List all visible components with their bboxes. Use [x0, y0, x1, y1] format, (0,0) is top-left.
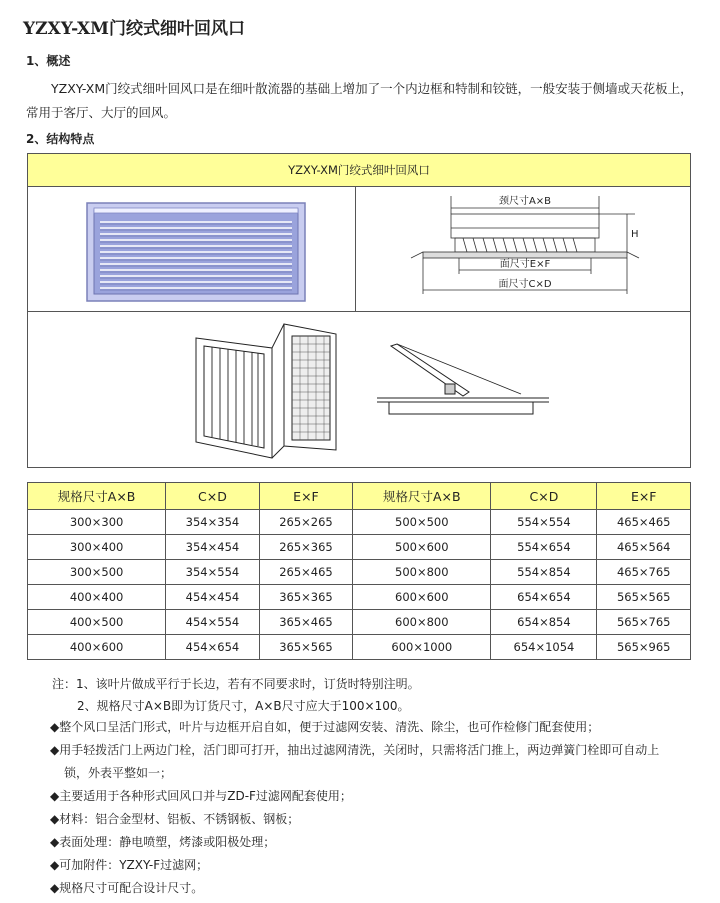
table-cell: 565×565: [597, 585, 691, 610]
table-cell: 500×500: [353, 510, 491, 535]
bullet-item: ◆主要适用于各种形式回风口并与ZD-F过滤网配套使用；: [50, 789, 352, 803]
table-header-cell: C×D: [491, 483, 597, 510]
table-cell: 554×554: [491, 510, 597, 535]
bullet-item: ◆材料：铝合金型材、铝板、不锈钢板、钢板；: [50, 812, 300, 826]
bullet-item: ◆用手轻拨活门上两边门栓，活门即可打开，抽出过滤网清洗，关闭时，只需将活门推上，两边弹簧门栓即可自动上: [50, 743, 660, 757]
bullet-item-continued: 锁，外表平整如一；: [64, 766, 173, 780]
table-cell: 500×600: [353, 535, 491, 560]
table-row: [28, 535, 691, 560]
table-header-cell: 规格尺寸A×B: [353, 483, 491, 510]
table-cell: 400×600: [28, 635, 166, 660]
table-cell: 600×600: [353, 585, 491, 610]
label-neck-size: 颈尺寸A×B: [498, 196, 552, 207]
table-cell: 654×654: [491, 585, 597, 610]
table-row: [28, 585, 691, 610]
table-cell: 354×554: [166, 560, 260, 585]
notes: [52, 673, 420, 717]
table-cell: 454×454: [166, 585, 260, 610]
table-cell: 465×765: [597, 560, 691, 585]
table-cell: 354×354: [166, 510, 260, 535]
table-cell: 265×365: [259, 535, 353, 560]
table-cell: 565×965: [597, 635, 691, 660]
table-header-cell: E×F: [259, 483, 353, 510]
table-cell: 265×465: [259, 560, 353, 585]
label-face-ef: 面尺寸E×F: [499, 259, 551, 270]
table-cell: 554×854: [491, 560, 597, 585]
hinged-door-drawing: [188, 320, 368, 460]
bullet-item: ◆整个风口呈活门形式，叶片与边框开启自如，便于过滤网安装、清洗、除尘，也可作检修门配套使用；: [50, 720, 600, 734]
overview-paragraph: YZXY-XM门绞式细叶回风口是在细叶散流器的基础上增加了一个内边框和特制和铰链，一般安装于侧墙或天花板上，常用于客厅、大厅的回风。: [26, 81, 693, 120]
table-cell: 300×300: [28, 510, 166, 535]
section-diagram: [363, 190, 683, 308]
bullet-item: ◆可加附件：YZXY-F过滤网；: [50, 858, 209, 872]
table-cell: 465×465: [597, 510, 691, 535]
table-cell: 400×400: [28, 585, 166, 610]
table-row: [28, 610, 691, 635]
table-cell: 554×654: [491, 535, 597, 560]
table-row: [28, 635, 691, 660]
figure-divider-horizontal: [28, 311, 690, 312]
table-cell: 354×454: [166, 535, 260, 560]
table-cell: 265×265: [259, 510, 353, 535]
section-heading-structure: 2、结构特点: [26, 132, 95, 146]
figure-divider-vertical: [355, 186, 356, 311]
louver-photo: [86, 202, 306, 302]
table-cell: 365×465: [259, 610, 353, 635]
table-cell: 465×564: [597, 535, 691, 560]
label-face-cd: 面尺寸C×D: [498, 279, 552, 290]
table-cell: 654×1054: [491, 635, 597, 660]
table-cell: 565×765: [597, 610, 691, 635]
bullet-item: ◆表面处理：静电喷塑，烤漆或阳极处理；: [50, 835, 276, 849]
table-header-cell: C×D: [166, 483, 260, 510]
page-title: YZXY-XM门绞式细叶回风口: [23, 19, 245, 39]
table-cell: 600×800: [353, 610, 491, 635]
note-2: 2、规格尺寸A×B即为订货尺寸，A×B尺寸应大于100×100。: [77, 699, 410, 713]
bullet-item: ◆规格尺寸可配合设计尺寸。: [50, 881, 204, 895]
note-1: 1、该叶片做成平行于长边，若有不同要求时，订货时特别注明。: [76, 677, 420, 691]
table-header-cell: E×F: [597, 483, 691, 510]
table-header-row: [28, 483, 691, 510]
table-cell: 300×400: [28, 535, 166, 560]
table-row: [28, 560, 691, 585]
label-height: H: [631, 229, 639, 240]
table-cell: 654×854: [491, 610, 597, 635]
figure-title: YZXY-XM门绞式细叶回风口: [28, 154, 690, 187]
spec-table: [27, 482, 691, 660]
table-cell: 454×654: [166, 635, 260, 660]
opened-door-side-view: [373, 342, 553, 422]
table-cell: 365×565: [259, 635, 353, 660]
table-cell: 400×500: [28, 610, 166, 635]
notes-prefix: 注：: [52, 677, 77, 691]
section-heading-overview: 1、概述: [26, 54, 71, 68]
table-cell: 500×800: [353, 560, 491, 585]
table-cell: 600×1000: [353, 635, 491, 660]
table-cell: 454×554: [166, 610, 260, 635]
figure-box: [27, 153, 691, 468]
table-row: [28, 510, 691, 535]
table-cell: 365×365: [259, 585, 353, 610]
table-header-cell: 规格尺寸A×B: [28, 483, 166, 510]
table-cell: 300×500: [28, 560, 166, 585]
